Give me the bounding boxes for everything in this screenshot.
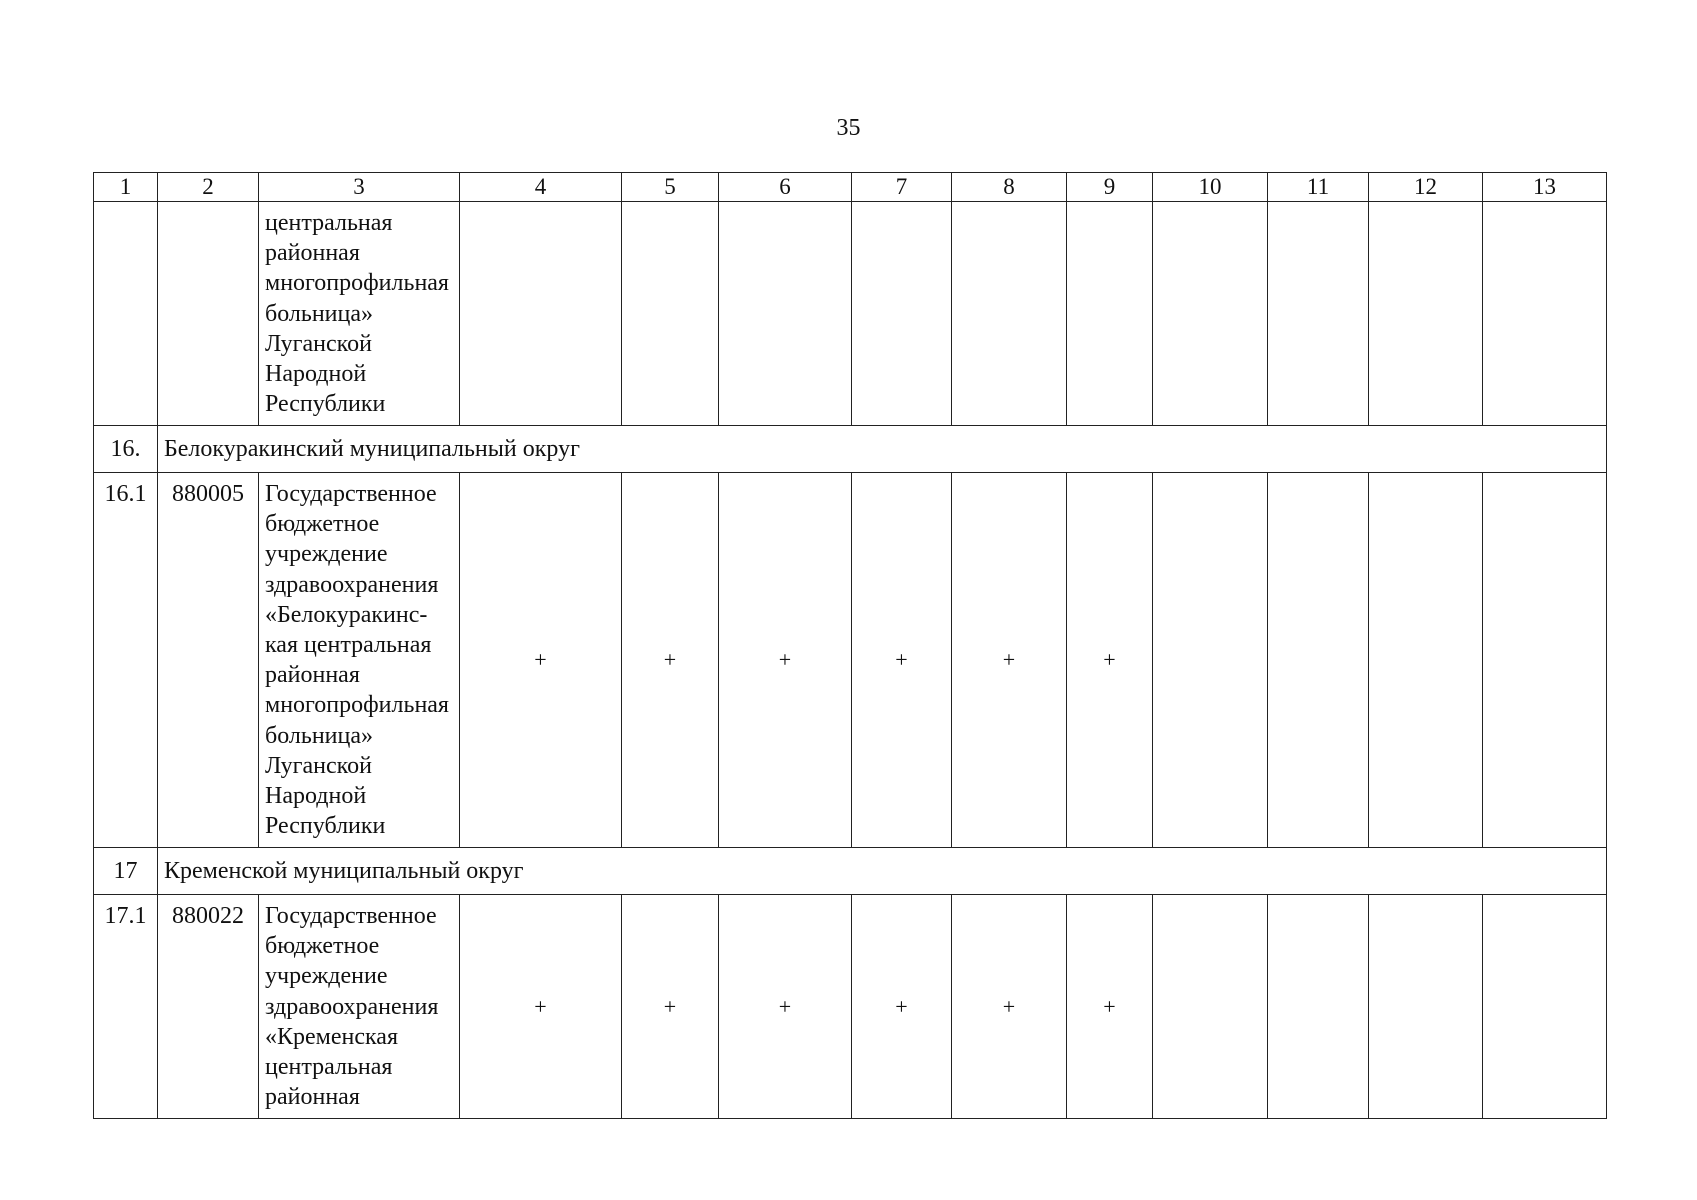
mark-cell-col-13 xyxy=(1483,473,1607,848)
column-number-header-row xyxy=(94,173,1607,202)
institution-name xyxy=(259,473,460,848)
institution-name-line: Государственное xyxy=(265,481,437,507)
institution-name-line: Республики xyxy=(265,813,386,840)
institution-code xyxy=(158,202,259,426)
table-row xyxy=(94,473,1607,848)
section-number: 17 xyxy=(94,848,158,895)
column-header: 1 xyxy=(94,173,158,202)
institution-name-line: Республики xyxy=(265,391,386,418)
mark-cell-col-10 xyxy=(1153,202,1268,426)
institution-name-line: районная xyxy=(265,240,360,267)
column-header: 8 xyxy=(952,173,1067,202)
mark-cell-col-7: + xyxy=(852,895,952,1119)
column-header: 10 xyxy=(1153,173,1268,202)
section-row xyxy=(94,848,1607,895)
institution-name-line: районная xyxy=(265,662,360,689)
mark-cell-col-13 xyxy=(1483,202,1607,426)
register-body xyxy=(94,202,1607,1119)
mark-cell-col-9 xyxy=(1067,202,1153,426)
institution-name-line: «Белокуракинс- xyxy=(265,601,428,628)
mark-cell-col-5 xyxy=(622,202,719,426)
institution-name-line: Государственное xyxy=(265,903,437,929)
institution-name-line: учреждение xyxy=(265,963,388,990)
institution-name-line: центральная xyxy=(265,210,393,236)
column-header: 13 xyxy=(1483,173,1607,202)
institution-code: 880005 xyxy=(158,473,259,848)
institution-name-line: Народной xyxy=(265,361,367,388)
institution-name-line: центральная xyxy=(265,1054,393,1081)
column-header: 6 xyxy=(719,173,852,202)
column-header: 7 xyxy=(852,173,952,202)
mark-cell-col-8 xyxy=(952,202,1067,426)
column-header: 2 xyxy=(158,173,259,202)
mark-cell-col-12 xyxy=(1369,473,1483,848)
institution-name-line: Народной xyxy=(265,783,367,810)
mark-cell-col-11 xyxy=(1268,895,1369,1119)
institution-name-line: «Кременская xyxy=(265,1023,398,1050)
mark-cell-col-9: + xyxy=(1067,895,1153,1119)
institution-code: 880022 xyxy=(158,895,259,1119)
mark-cell-col-7: + xyxy=(852,473,952,848)
section-name: Кременской муниципальный округ xyxy=(158,848,1607,895)
institution-name-line: учреждение xyxy=(265,541,388,568)
institution-name-line: бюджетное xyxy=(265,511,380,538)
institution-name xyxy=(259,202,460,426)
mark-cell-col-6 xyxy=(719,202,852,426)
mark-cell-col-4 xyxy=(460,202,622,426)
table-row xyxy=(94,895,1607,1119)
mark-cell-col-8: + xyxy=(952,895,1067,1119)
table-row xyxy=(94,202,1607,426)
mark-cell-col-5: + xyxy=(622,895,719,1119)
column-header: 5 xyxy=(622,173,719,202)
institution-name-line: кая центральная xyxy=(265,632,432,659)
mark-cell-col-7 xyxy=(852,202,952,426)
institution-name-line: больница» xyxy=(265,300,373,327)
mark-cell-col-12 xyxy=(1369,895,1483,1119)
institution-name-line: Луганской xyxy=(265,330,372,357)
column-header: 3 xyxy=(259,173,460,202)
mark-cell-col-13 xyxy=(1483,895,1607,1119)
institution-name-line: больница» xyxy=(265,722,373,749)
section-number: 16. xyxy=(94,426,158,473)
institution-name-line: Луганской xyxy=(265,752,372,779)
column-header: 4 xyxy=(460,173,622,202)
mark-cell-col-5: + xyxy=(622,473,719,848)
section-name: Белокуракинский муниципальный округ xyxy=(158,426,1607,473)
institution-name-line: многопрофильная xyxy=(265,692,449,719)
mark-cell-col-10 xyxy=(1153,473,1268,848)
row-number xyxy=(94,202,158,426)
institution-name-line: здравоохранения xyxy=(265,993,439,1020)
mark-cell-col-9: + xyxy=(1067,473,1153,848)
mark-cell-col-12 xyxy=(1369,202,1483,426)
register-table xyxy=(93,172,1607,1119)
mark-cell-col-11 xyxy=(1268,473,1369,848)
mark-cell-col-4: + xyxy=(460,473,622,848)
mark-cell-col-10 xyxy=(1153,895,1268,1119)
column-header: 9 xyxy=(1067,173,1153,202)
page-number: 35 xyxy=(836,115,861,141)
institution-name-line: бюджетное xyxy=(265,933,380,960)
institution-name-line: здравоохранения xyxy=(265,571,439,598)
institution-name-line: многопрофильная xyxy=(265,270,449,297)
institution-name xyxy=(259,895,460,1119)
column-header: 12 xyxy=(1369,173,1483,202)
row-number: 16.1 xyxy=(94,473,158,848)
mark-cell-col-6: + xyxy=(719,895,852,1119)
column-header: 11 xyxy=(1268,173,1369,202)
mark-cell-col-11 xyxy=(1268,202,1369,426)
mark-cell-col-8: + xyxy=(952,473,1067,848)
row-number: 17.1 xyxy=(94,895,158,1119)
mark-cell-col-6: + xyxy=(719,473,852,848)
section-row xyxy=(94,426,1607,473)
institution-name-line: районная xyxy=(265,1084,360,1111)
mark-cell-col-4: + xyxy=(460,895,622,1119)
